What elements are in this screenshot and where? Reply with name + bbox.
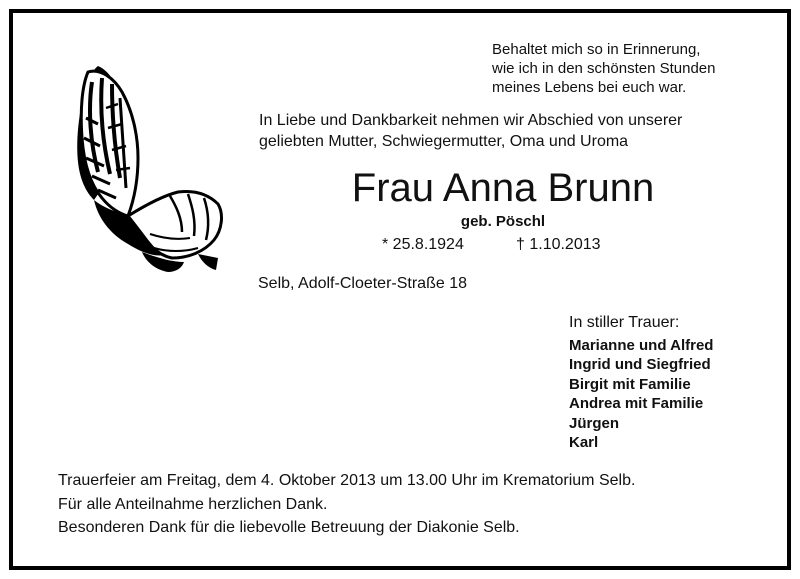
mourners-list	[569, 336, 713, 452]
praying-hands-icon	[58, 58, 226, 273]
intro-text	[259, 110, 682, 152]
special-thanks-line: Besonderen Dank für die liebevolle Betreuung der Diakonie Selb.	[58, 519, 520, 536]
thanks-line: Für alle Anteilnahme herzlichen Dank.	[58, 495, 328, 513]
motto-line: wie ich in den schönsten Stunden	[492, 60, 716, 77]
maiden-name: geb. Pöschl	[460, 213, 546, 230]
mourning-label: In stiller Trauer:	[569, 314, 680, 331]
deceased-name: Frau Anna Brunn	[351, 166, 655, 210]
list-item: Karl	[569, 434, 599, 452]
motto-verse	[492, 40, 715, 97]
list-item: Marianne und Alfred	[569, 337, 714, 354]
closing-text	[58, 469, 635, 540]
motto-line: meines Lebens bei euch war.	[492, 79, 687, 96]
intro-line: In Liebe und Dankbarkeit nehmen wir Abschied von unserer	[259, 112, 683, 129]
list-item: Birgit mit Familie	[569, 375, 691, 393]
list-item: Ingrid und Siegfried	[569, 356, 711, 374]
death-date: † 1.10.2013	[516, 236, 601, 253]
birth-date: * 25.8.1924	[382, 236, 464, 253]
funeral-info: Trauerfeier am Freitag, dem 4. Oktober 2013 um 13.00 Uhr im Krematorium Selb.	[58, 472, 636, 489]
motto-line: Behaltet mich so in Erinnerung,	[492, 41, 701, 58]
address: Selb, Adolf-Cloeter-Straße 18	[258, 275, 467, 292]
intro-line: geliebten Mutter, Schwiegermutter, Oma und Uroma	[259, 133, 629, 150]
list-item: Jürgen	[569, 414, 620, 432]
list-item: Andrea mit Familie	[569, 395, 704, 413]
